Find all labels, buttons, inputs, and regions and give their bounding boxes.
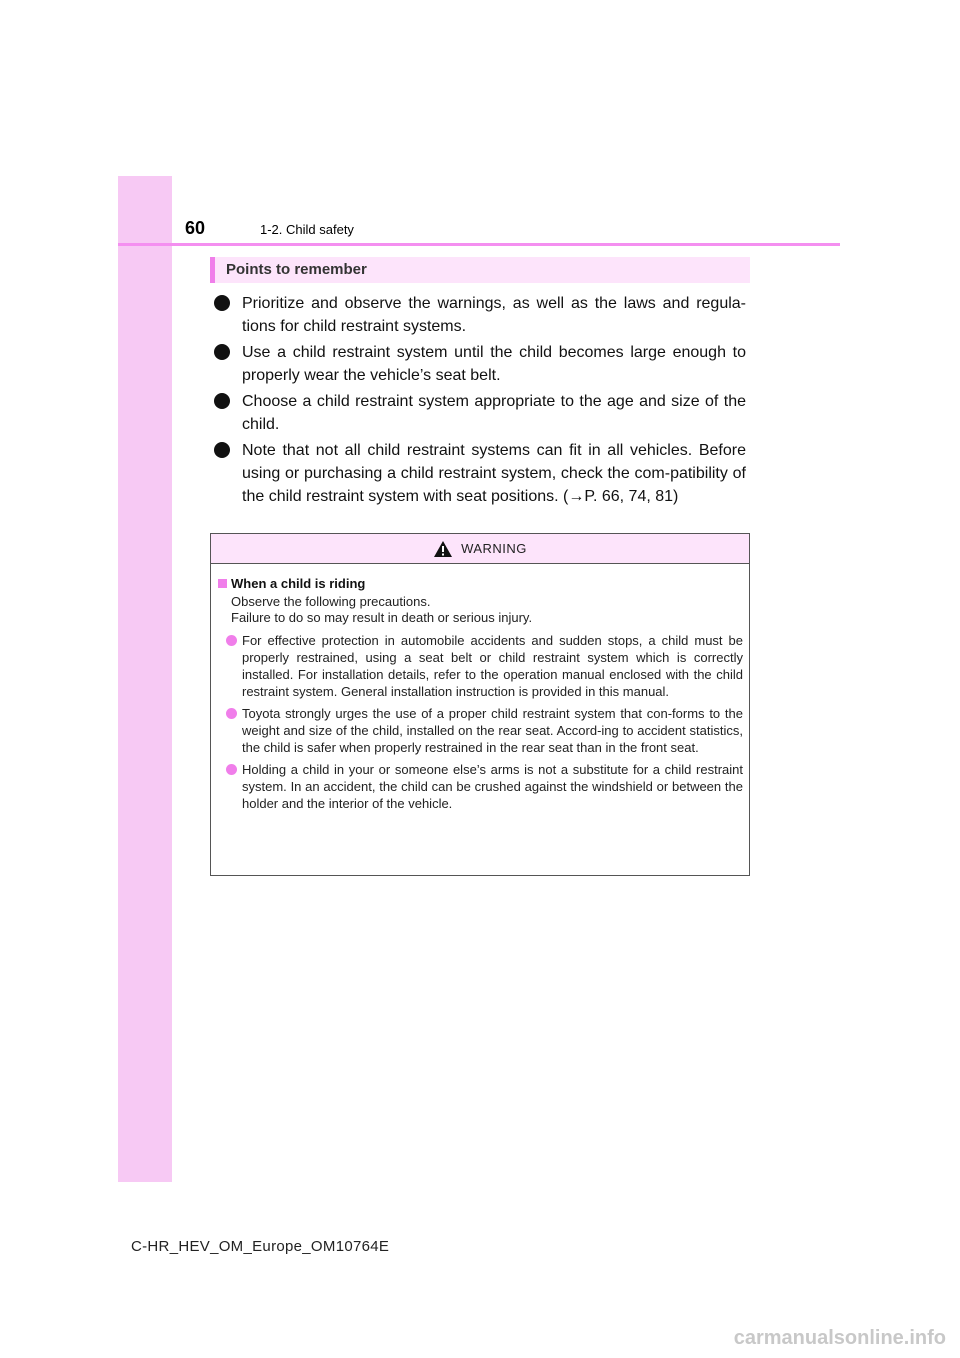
bullet-icon xyxy=(226,635,237,646)
list-item-text: Choose a child restraint system appropriate to the age and size of the child. xyxy=(242,393,746,433)
warning-intro: Observe the following precautions. xyxy=(231,594,431,609)
bullet-icon xyxy=(214,344,230,360)
warning-intro: Failure to do so may result in death or serious injury. xyxy=(231,610,533,625)
list-item-text: Holding a child in your or someone else’s arms is not a substitute for a child restraint system. In an accident, the child can be crushed against the windshield or between the holder and the interior of the vehicle. xyxy=(242,762,743,811)
warning-body xyxy=(211,564,749,812)
list-item-text: Note that not all child restraint systems can fit in all vehicles. Before using or purchasing a child restraint system, check the com-patibility of the child restraint system with seat positions. (→P. 66, 74, 81) xyxy=(242,442,746,505)
header-divider xyxy=(118,243,840,246)
list-item xyxy=(218,705,743,756)
watermark: carmanualsonline.info xyxy=(733,1327,946,1349)
warning-triangle-icon xyxy=(433,540,453,558)
list-item-text: Prioritize and observe the warnings, as well as the laws and regula-tions for child restraint systems. xyxy=(242,295,746,335)
list-item xyxy=(218,761,743,812)
warning-list xyxy=(218,632,743,812)
section-title: 1-2. Child safety xyxy=(260,222,354,237)
bullet-icon xyxy=(226,764,237,775)
warning-header xyxy=(211,534,749,564)
warning-label: WARNING xyxy=(461,541,527,556)
list-item-text: For effective protection in automobile accidents and sudden stops, a child must be properly restrained, using a seat belt or child restraint system which is correctly installed. For installation details, refer to the operation manual enclosed with the child restraint system. General installation instruction is provided in this manual. xyxy=(242,633,743,699)
list-item xyxy=(214,341,746,387)
bullet-icon xyxy=(214,442,230,458)
points-to-remember-heading: Points to remember xyxy=(210,257,750,283)
points-list xyxy=(214,292,746,511)
warning-title-text: When a child is riding xyxy=(231,576,366,591)
bullet-icon xyxy=(214,295,230,311)
warning-box xyxy=(210,533,750,876)
list-item-text: Use a child restraint system until the child becomes large enough to properly wear the vehicle’s seat belt. xyxy=(242,344,746,384)
chapter-side-tab xyxy=(118,176,172,1182)
page-number: 60 xyxy=(185,218,206,238)
square-bullet-icon xyxy=(218,579,227,588)
document-code: C-HR_HEV_OM_Europe_OM10764E xyxy=(131,1238,390,1255)
list-item xyxy=(214,390,746,436)
list-item xyxy=(214,292,746,338)
bullet-icon xyxy=(226,708,237,719)
warning-title xyxy=(218,576,743,591)
bullet-icon xyxy=(214,393,230,409)
list-item-text: Toyota strongly urges the use of a proper child restraint system that con-forms to the weight and size of the child, installed on the rear seat. Accord-ing to accident statistics, the child is safer when properly restrained in the rear seat than in the front seat. xyxy=(242,706,743,755)
list-item xyxy=(214,439,746,508)
list-item xyxy=(218,632,743,700)
